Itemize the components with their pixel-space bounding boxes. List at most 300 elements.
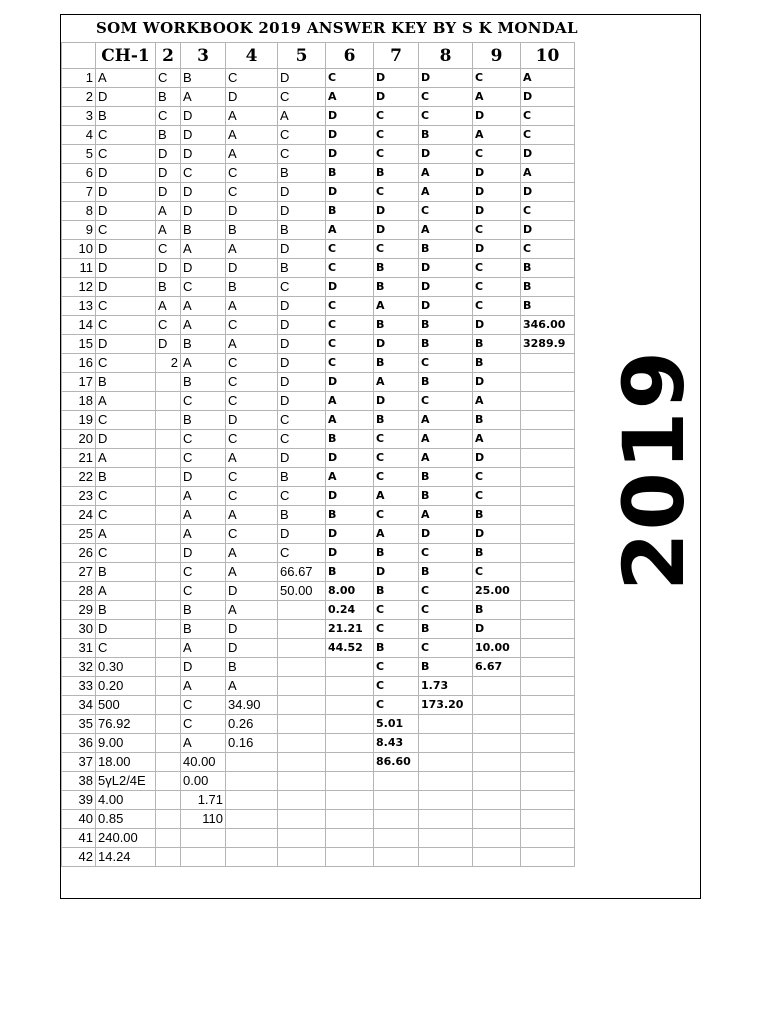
answer-cell: A xyxy=(226,506,278,525)
answer-cell xyxy=(521,373,575,392)
answer-cell: D xyxy=(278,449,326,468)
answer-row xyxy=(62,297,575,316)
answer-cell xyxy=(419,753,473,772)
answer-cell xyxy=(156,468,181,487)
answer-cell xyxy=(278,810,326,829)
answer-row xyxy=(62,126,575,145)
answer-row xyxy=(62,202,575,221)
answer-cell: 4.00 xyxy=(96,791,156,810)
answer-cell: C xyxy=(419,107,473,126)
answer-cell: A xyxy=(181,734,226,753)
answer-cell: B xyxy=(326,506,374,525)
answer-cell: B xyxy=(521,297,575,316)
answer-cell: D xyxy=(419,525,473,544)
answer-cell: C xyxy=(181,696,226,715)
answer-cell: D xyxy=(156,183,181,202)
answer-cell: A xyxy=(419,430,473,449)
answer-row xyxy=(62,107,575,126)
answer-cell: D xyxy=(181,544,226,563)
answer-cell: 110 xyxy=(181,810,226,829)
answer-cell: C xyxy=(181,563,226,582)
answer-cell: B xyxy=(419,620,473,639)
answer-row xyxy=(62,468,575,487)
answer-cell: B xyxy=(181,221,226,240)
answer-row xyxy=(62,582,575,601)
answer-cell: A xyxy=(473,392,521,411)
year-label: 2019 xyxy=(605,349,703,591)
question-number: 1 xyxy=(62,69,96,88)
answer-cell: D xyxy=(181,126,226,145)
answer-cell: D xyxy=(374,202,419,221)
answer-cell: C xyxy=(473,69,521,88)
answer-cell xyxy=(156,734,181,753)
answer-cell: D xyxy=(181,145,226,164)
answer-cell: C xyxy=(226,373,278,392)
answer-cell: D xyxy=(374,88,419,107)
chapter-header: 3 xyxy=(181,43,226,69)
answer-cell: 25.00 xyxy=(473,582,521,601)
answer-cell: C xyxy=(96,126,156,145)
chapter-header: 6 xyxy=(326,43,374,69)
answer-cell: C xyxy=(96,506,156,525)
answer-cell: C xyxy=(326,354,374,373)
answer-row xyxy=(62,525,575,544)
answer-cell: C xyxy=(156,69,181,88)
answer-cell: D xyxy=(419,259,473,278)
answer-cell xyxy=(326,848,374,867)
answer-cell xyxy=(374,772,419,791)
answer-cell xyxy=(156,449,181,468)
answer-cell: B xyxy=(326,202,374,221)
answer-cell: C xyxy=(96,411,156,430)
answer-cell: C xyxy=(278,126,326,145)
answer-cell: 0.85 xyxy=(96,810,156,829)
answer-cell xyxy=(278,791,326,810)
answer-cell xyxy=(521,563,575,582)
answer-cell: A xyxy=(419,506,473,525)
answer-cell xyxy=(473,810,521,829)
question-number: 14 xyxy=(62,316,96,335)
answer-cell: C xyxy=(473,297,521,316)
answer-cell: A xyxy=(226,563,278,582)
answer-cell: 5.01 xyxy=(374,715,419,734)
answer-cell: C xyxy=(374,240,419,259)
question-number: 8 xyxy=(62,202,96,221)
answer-cell: D xyxy=(96,88,156,107)
question-number: 21 xyxy=(62,449,96,468)
answer-cell xyxy=(326,696,374,715)
answer-cell: C xyxy=(374,677,419,696)
answer-cell: A xyxy=(374,525,419,544)
answer-cell: D xyxy=(96,183,156,202)
answer-cell: 0.00 xyxy=(181,772,226,791)
answer-cell: D xyxy=(374,69,419,88)
answer-cell xyxy=(326,810,374,829)
answer-cell: 2 xyxy=(156,354,181,373)
answer-cell: C xyxy=(181,582,226,601)
question-number: 7 xyxy=(62,183,96,202)
answer-cell: C xyxy=(473,278,521,297)
answer-cell xyxy=(521,696,575,715)
answer-cell xyxy=(278,696,326,715)
answer-cell: D xyxy=(96,202,156,221)
answer-cell: A xyxy=(473,126,521,145)
answer-cell xyxy=(278,639,326,658)
answer-cell: B xyxy=(96,373,156,392)
answer-cell: 6.67 xyxy=(473,658,521,677)
chapter-header: 2 xyxy=(156,43,181,69)
answer-row xyxy=(62,563,575,582)
answer-cell: 34.90 xyxy=(226,696,278,715)
answer-cell: C xyxy=(181,430,226,449)
answer-cell: C xyxy=(473,487,521,506)
sheet-title: SOM WORKBOOK 2019 ANSWER KEY BY S K MONDAL xyxy=(96,19,578,37)
question-number: 10 xyxy=(62,240,96,259)
answer-row xyxy=(62,183,575,202)
chapter-header: 10 xyxy=(521,43,575,69)
answer-cell: C xyxy=(521,126,575,145)
answer-cell: C xyxy=(374,658,419,677)
answer-cell: D xyxy=(96,164,156,183)
answer-cell: B xyxy=(181,411,226,430)
answer-row xyxy=(62,430,575,449)
answer-cell xyxy=(521,601,575,620)
answer-cell: C xyxy=(96,354,156,373)
answer-cell: C xyxy=(473,221,521,240)
answer-cell xyxy=(156,430,181,449)
question-number: 23 xyxy=(62,487,96,506)
answer-cell xyxy=(326,829,374,848)
answer-cell: A xyxy=(326,88,374,107)
answer-cell: B xyxy=(374,582,419,601)
answer-cell: A xyxy=(419,183,473,202)
answer-cell: B xyxy=(419,316,473,335)
answer-cell: B xyxy=(278,164,326,183)
answer-cell: C xyxy=(96,221,156,240)
answer-cell: A xyxy=(226,449,278,468)
answer-cell: 66.67 xyxy=(278,563,326,582)
answer-row xyxy=(62,392,575,411)
answer-cell: A xyxy=(181,316,226,335)
answer-cell xyxy=(326,772,374,791)
answer-cell xyxy=(521,715,575,734)
answer-cell xyxy=(419,810,473,829)
answer-cell: A xyxy=(181,677,226,696)
answer-cell: A xyxy=(96,582,156,601)
answer-cell xyxy=(226,810,278,829)
answer-cell: D xyxy=(521,221,575,240)
answer-cell: D xyxy=(96,240,156,259)
answer-row xyxy=(62,449,575,468)
answer-cell: C xyxy=(473,259,521,278)
answer-cell: D xyxy=(226,582,278,601)
chapter-header: 7 xyxy=(374,43,419,69)
answer-cell: A xyxy=(96,525,156,544)
answer-cell: C xyxy=(374,126,419,145)
answer-cell: B xyxy=(374,278,419,297)
question-number: 5 xyxy=(62,145,96,164)
answer-cell xyxy=(226,753,278,772)
question-number: 37 xyxy=(62,753,96,772)
answer-cell: B xyxy=(326,164,374,183)
answer-cell xyxy=(473,772,521,791)
answer-cell: A xyxy=(226,240,278,259)
chapter-header: 4 xyxy=(226,43,278,69)
answer-cell: D xyxy=(278,202,326,221)
answer-cell: C xyxy=(181,715,226,734)
answer-row xyxy=(62,829,575,848)
answer-cell: C xyxy=(96,487,156,506)
answer-cell: B xyxy=(419,373,473,392)
answer-cell xyxy=(181,848,226,867)
answer-cell xyxy=(326,658,374,677)
answer-cell xyxy=(521,620,575,639)
answer-cell: C xyxy=(181,392,226,411)
answer-cell xyxy=(278,715,326,734)
answer-cell: B xyxy=(374,316,419,335)
answer-cell: D xyxy=(419,69,473,88)
answer-cell: A xyxy=(419,411,473,430)
answer-row xyxy=(62,145,575,164)
answer-cell xyxy=(156,696,181,715)
answer-row xyxy=(62,487,575,506)
answer-cell: A xyxy=(156,297,181,316)
answer-cell: B xyxy=(226,658,278,677)
answer-cell: D xyxy=(473,183,521,202)
answer-cell xyxy=(521,734,575,753)
answer-cell xyxy=(521,677,575,696)
answer-cell: B xyxy=(473,335,521,354)
answer-cell: A xyxy=(419,221,473,240)
question-number: 25 xyxy=(62,525,96,544)
answer-row xyxy=(62,753,575,772)
answer-cell: C xyxy=(278,430,326,449)
question-number: 15 xyxy=(62,335,96,354)
question-number: 11 xyxy=(62,259,96,278)
answer-cell xyxy=(226,772,278,791)
answer-cell: D xyxy=(473,525,521,544)
answer-cell: 10.00 xyxy=(473,639,521,658)
answer-cell: A xyxy=(226,601,278,620)
question-number: 13 xyxy=(62,297,96,316)
answer-cell: D xyxy=(278,354,326,373)
answer-cell: C xyxy=(226,164,278,183)
answer-cell: C xyxy=(226,487,278,506)
answer-cell: A xyxy=(181,240,226,259)
answer-cell: C xyxy=(181,164,226,183)
answer-cell: B xyxy=(226,278,278,297)
header-blank xyxy=(62,43,96,69)
answer-cell: B xyxy=(278,221,326,240)
answer-cell: A xyxy=(374,373,419,392)
answer-cell: C xyxy=(326,259,374,278)
answer-cell xyxy=(473,677,521,696)
answer-cell xyxy=(521,487,575,506)
answer-cell: D xyxy=(96,335,156,354)
answer-cell: B xyxy=(419,240,473,259)
answer-cell: C xyxy=(419,88,473,107)
answer-cell: C xyxy=(326,297,374,316)
answer-cell: D xyxy=(521,183,575,202)
answer-cell xyxy=(521,525,575,544)
answer-cell: B xyxy=(181,373,226,392)
answer-cell xyxy=(156,544,181,563)
answer-cell xyxy=(156,677,181,696)
answer-cell: C xyxy=(226,183,278,202)
answer-cell: D xyxy=(326,373,374,392)
answer-cell: D xyxy=(278,240,326,259)
question-number: 34 xyxy=(62,696,96,715)
answer-cell xyxy=(156,715,181,734)
answer-cell: 0.20 xyxy=(96,677,156,696)
answer-cell: C xyxy=(278,487,326,506)
answer-cell: C xyxy=(278,411,326,430)
answer-cell: C xyxy=(473,468,521,487)
answer-cell xyxy=(156,563,181,582)
answer-cell: A xyxy=(419,164,473,183)
answer-cell: 8.43 xyxy=(374,734,419,753)
answer-cell: A xyxy=(473,430,521,449)
answer-cell: D xyxy=(473,316,521,335)
answer-cell xyxy=(278,677,326,696)
answer-row xyxy=(62,221,575,240)
answer-cell xyxy=(374,810,419,829)
answer-row xyxy=(62,848,575,867)
answer-cell xyxy=(521,791,575,810)
answer-cell xyxy=(226,848,278,867)
answer-cell xyxy=(278,601,326,620)
answer-cell xyxy=(419,715,473,734)
answer-cell xyxy=(156,810,181,829)
question-number: 22 xyxy=(62,468,96,487)
answer-cell: D xyxy=(278,335,326,354)
answer-row xyxy=(62,373,575,392)
answer-cell: D xyxy=(278,525,326,544)
answer-row xyxy=(62,677,575,696)
answer-row xyxy=(62,601,575,620)
answer-cell: D xyxy=(473,373,521,392)
question-number: 17 xyxy=(62,373,96,392)
answer-cell: D xyxy=(278,373,326,392)
answer-cell: C xyxy=(326,240,374,259)
answer-cell xyxy=(156,829,181,848)
question-number: 2 xyxy=(62,88,96,107)
answer-cell: C xyxy=(419,544,473,563)
answer-cell: C xyxy=(374,696,419,715)
answer-cell: D xyxy=(278,392,326,411)
answer-cell: 9.00 xyxy=(96,734,156,753)
answer-row xyxy=(62,259,575,278)
answer-cell: A xyxy=(181,639,226,658)
answer-cell: A xyxy=(326,468,374,487)
answer-cell xyxy=(473,829,521,848)
answer-cell: B xyxy=(96,107,156,126)
answer-cell: A xyxy=(326,392,374,411)
answer-row xyxy=(62,696,575,715)
answer-cell xyxy=(156,601,181,620)
answer-cell: C xyxy=(326,335,374,354)
answer-cell: B xyxy=(156,126,181,145)
answer-cell: C xyxy=(521,240,575,259)
answer-cell: B xyxy=(473,506,521,525)
answer-cell xyxy=(156,373,181,392)
answer-cell: C xyxy=(156,240,181,259)
answer-cell: C xyxy=(226,468,278,487)
answer-cell xyxy=(181,829,226,848)
answer-cell: A xyxy=(96,392,156,411)
question-number: 9 xyxy=(62,221,96,240)
question-number: 36 xyxy=(62,734,96,753)
answer-cell: C xyxy=(419,639,473,658)
answer-cell: 1.73 xyxy=(419,677,473,696)
answer-cell xyxy=(156,411,181,430)
answer-cell xyxy=(156,848,181,867)
answer-cell: A xyxy=(226,677,278,696)
question-number: 39 xyxy=(62,791,96,810)
answer-cell: D xyxy=(374,335,419,354)
answer-cell xyxy=(156,525,181,544)
answer-cell: D xyxy=(181,107,226,126)
answer-cell: B xyxy=(521,278,575,297)
answer-cell: D xyxy=(156,145,181,164)
answer-cell: C xyxy=(374,183,419,202)
answer-cell: A xyxy=(226,126,278,145)
answer-cell: D xyxy=(226,202,278,221)
answer-cell: C xyxy=(278,278,326,297)
answer-cell xyxy=(419,734,473,753)
question-number: 3 xyxy=(62,107,96,126)
answer-cell: D xyxy=(181,183,226,202)
chapter-header: 5 xyxy=(278,43,326,69)
answer-cell: A xyxy=(181,88,226,107)
answer-cell: C xyxy=(156,316,181,335)
answer-cell: C xyxy=(96,316,156,335)
answer-cell xyxy=(521,753,575,772)
answer-cell: 3289.9 xyxy=(521,335,575,354)
answer-cell: A xyxy=(181,506,226,525)
answer-cell: A xyxy=(473,88,521,107)
answer-row xyxy=(62,316,575,335)
answer-cell: 500 xyxy=(96,696,156,715)
answer-cell: D xyxy=(521,88,575,107)
answer-cell: B xyxy=(96,563,156,582)
chapter-header: CH-1 xyxy=(96,43,156,69)
answer-row xyxy=(62,88,575,107)
answer-cell: D xyxy=(326,544,374,563)
question-number: 24 xyxy=(62,506,96,525)
answer-cell: C xyxy=(226,316,278,335)
answer-cell xyxy=(374,829,419,848)
answer-cell: C xyxy=(96,639,156,658)
answer-cell xyxy=(326,677,374,696)
answer-cell: 18.00 xyxy=(96,753,156,772)
answer-cell xyxy=(521,411,575,430)
answer-cell: 346.00 xyxy=(521,316,575,335)
answer-cell: 8.00 xyxy=(326,582,374,601)
answer-cell: A xyxy=(181,487,226,506)
answer-cell xyxy=(156,639,181,658)
answer-cell: D xyxy=(96,620,156,639)
answer-cell: D xyxy=(226,620,278,639)
answer-cell: C xyxy=(419,392,473,411)
answer-cell: D xyxy=(326,278,374,297)
answer-cell: B xyxy=(156,278,181,297)
answer-cell: C xyxy=(374,430,419,449)
answer-cell xyxy=(521,506,575,525)
answer-cell: C xyxy=(326,316,374,335)
answer-cell xyxy=(419,772,473,791)
answer-cell: 173.20 xyxy=(419,696,473,715)
